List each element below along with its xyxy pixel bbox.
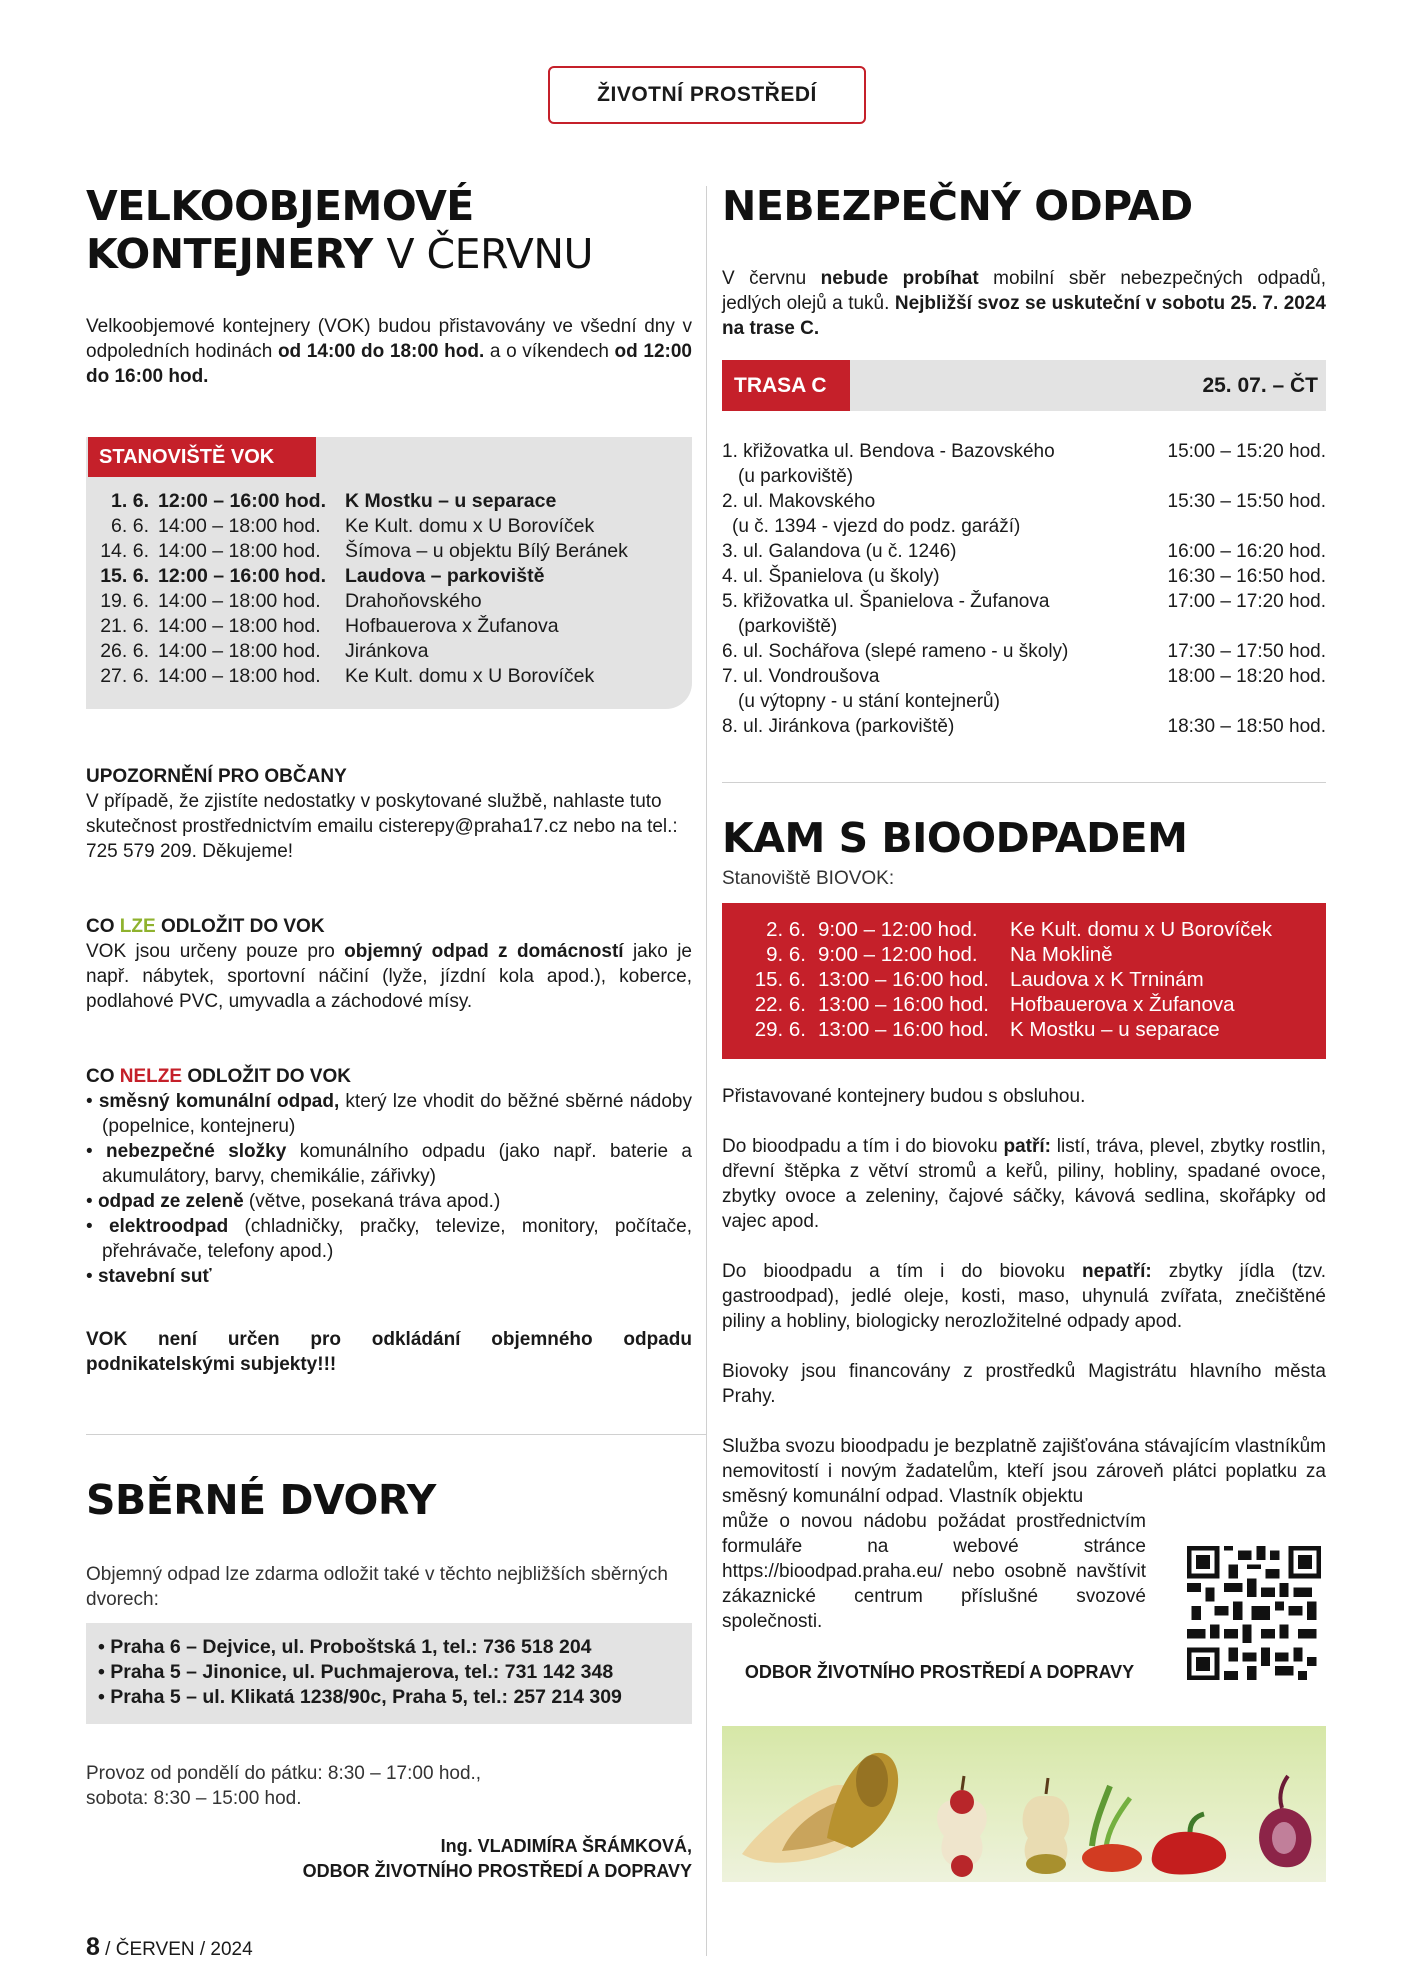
- vok-box-label: STANOVIŠTĚ VOK: [88, 437, 316, 477]
- vok-row: [96, 564, 628, 589]
- vok-title: [86, 182, 706, 278]
- stop-sub: (parkoviště): [738, 616, 838, 637]
- bio-subtitle: Stanoviště BIOVOK:: [722, 868, 895, 889]
- stop-time: 16:00 – 16:20 hod.: [1167, 541, 1326, 562]
- stop-time: 15:30 – 15:50 hod.: [1167, 491, 1326, 512]
- stop-sub: (u parkoviště): [738, 466, 854, 487]
- bio-signature: ODBOR ŽIVOTNÍHO PROSTŘEDÍ A DOPRAVY: [744, 1662, 1135, 1682]
- vok-row-time: 12:00 – 16:00 hod.: [158, 490, 326, 512]
- vok-row-place: Šímova – u objektu Bílý Beránek: [345, 540, 628, 562]
- vok-row-place: Drahoňovského: [345, 590, 482, 612]
- list-item: • směsný komunální odpad, který lze vhodit do běžné sběrné nádoby (popelnice, kontejneru): [86, 1091, 692, 1137]
- vok-row-time: 14:00 – 18:00 hod.: [158, 640, 321, 662]
- stop-time: 18:00 – 18:20 hod.: [1167, 666, 1326, 687]
- bio-row-time: 13:00 – 16:00 hod.: [818, 993, 989, 1016]
- vok-row-time: 14:00 – 18:00 hod.: [158, 540, 321, 562]
- vok-row-time: 14:00 – 18:00 hod.: [158, 515, 321, 537]
- bio-row-time: 13:00 – 16:00 hod.: [818, 968, 989, 991]
- vok-row: [96, 614, 628, 639]
- vok-row-date: 1. 6.: [111, 490, 149, 512]
- list-item: • Praha 6 – Dejvice, ul. Proboštská 1, tel.: 736 518 204: [98, 1636, 592, 1658]
- vok-row-date: 15. 6.: [100, 565, 149, 587]
- section-tag: ŽIVOTNÍ PROSTŘEDÍ: [548, 66, 866, 124]
- route-stops: [722, 439, 1326, 739]
- cannot-item-bold: stavební suť: [97, 1266, 212, 1287]
- vok-row: [96, 664, 628, 689]
- notice: [86, 764, 696, 864]
- list-item: [722, 664, 1326, 714]
- vok-row-date: 26. 6.: [100, 640, 149, 662]
- vok-row-time: 14:00 – 18:00 hod.: [158, 615, 321, 637]
- column-divider: [706, 186, 707, 1956]
- bio-schedule-list: [746, 917, 1272, 1042]
- vok-intro-bold-2: od 12:00 do 16:00 hod.: [86, 341, 692, 387]
- bio-p4: Biovoky jsou financovány z prostředků Magistrátu hlavního města Prahy.: [722, 1361, 1326, 1407]
- vok-row-date: 14. 6.: [100, 540, 149, 562]
- bio-p2-text-1: Do bioodpadu a tím i do biovoku: [722, 1136, 1004, 1157]
- food-waste-photo: [722, 1726, 1326, 1882]
- bio-p3: [722, 1259, 1326, 1334]
- route-label: TRASA C: [722, 360, 850, 411]
- sberne-hours-2: sobota: 8:30 – 15:00 hod.: [86, 1788, 302, 1809]
- cannot-item-bold: směsný komunální odpad,: [98, 1091, 340, 1112]
- vok-row-place: Ke Kult. domu x U Borovíček: [345, 515, 595, 537]
- bio-row-place: K Mostku – u separace: [1010, 1018, 1220, 1041]
- can-heading-word: LZE: [119, 916, 156, 937]
- stop-place: 5. křižovatka ul. Španielova - Žufanova: [722, 591, 1050, 612]
- list-item: [722, 489, 1326, 539]
- hazard-bold-2: Nejbližší svoz se uskuteční v sobotu 25. 7. 2024 na trase C.: [722, 293, 1326, 339]
- bio-row-date: 22. 6.: [754, 993, 806, 1016]
- vok-row: [96, 489, 628, 514]
- stop-time: 18:30 – 18:50 hod.: [1167, 716, 1326, 737]
- bio-p2-bold: patří:: [1003, 1136, 1051, 1157]
- vok-row: [96, 539, 628, 564]
- vegetable-scrap-icon: [1082, 1786, 1142, 1872]
- vok-row-date: 19. 6.: [100, 590, 149, 612]
- bio-p1: Přistavované kontejnery budou s obsluhou.: [722, 1086, 1086, 1107]
- cannot-item-rest: komunálního odpadu (jako např. baterie a akumulátory, barvy, chemikálie, zářivky): [102, 1141, 692, 1187]
- list-item: • nebezpečné složky komunálního odpadu (jako např. baterie a akumulátory, barvy, chemikálie, zářivky): [86, 1141, 692, 1187]
- list-item: [722, 639, 1326, 664]
- stop-time: 15:00 – 15:20 hod.: [1167, 441, 1326, 462]
- notice-text: V případě, že zjistíte nedostatky v poskytované službě, nahlaste tuto skutečnost prostřednictvím emailu cisterepy@praha17.cz nebo na tel.: 725 579 209. Děkujeme!: [86, 791, 678, 862]
- vok-intro-bold-1: od 14:00 do 18:00 hod.: [277, 341, 485, 362]
- list-item: [722, 539, 1326, 564]
- stop-sub: (u výtopny - u stání kontejnerů): [738, 691, 1000, 712]
- bio-p3-text-1: Do bioodpadu a tím i do biovoku: [722, 1261, 1083, 1282]
- bio-row: [746, 942, 1272, 967]
- list-item: [722, 439, 1326, 489]
- can-text: [86, 939, 692, 1014]
- vok-row-place: Ke Kult. domu x U Borovíček: [345, 665, 595, 687]
- cannot-item-bold: elektroodpad: [108, 1216, 229, 1237]
- cannot-warning: VOK není určen pro odkládání objemného odpadu podnikatelskými subjekty!!!: [86, 1329, 692, 1375]
- divider-sberne: [86, 1434, 706, 1435]
- vok-row: [96, 589, 628, 614]
- vok-row-date: 21. 6.: [100, 615, 149, 637]
- list-item: • Praha 5 – Jinonice, ul. Puchmajerova, tel.: 731 142 348: [98, 1661, 614, 1683]
- can-text-1: VOK jsou určeny pouze pro: [86, 941, 345, 962]
- hazard-bold-1: nebude probíhat: [820, 268, 979, 289]
- pear-core-icon: [1023, 1778, 1070, 1874]
- notice-heading: UPOZORNĚNÍ PRO OBČANY: [86, 766, 347, 787]
- signature-name: Ing. VLADIMÍRA ŠRÁMKOVÁ,: [440, 1836, 692, 1856]
- vok-title-line2: [86, 230, 706, 278]
- stop-time: 17:00 – 17:20 hod.: [1167, 591, 1326, 612]
- cannot-item-bold: odpad ze zeleně: [97, 1191, 244, 1212]
- sberne-box: [86, 1623, 692, 1724]
- vok-title-bold: KONTEJNERY: [86, 230, 373, 278]
- vok-title-line1: VELKOOBJEMOVÉ: [86, 182, 474, 230]
- list-item: • Praha 5 – ul. Klikatá 1238/90c, Praha 5, tel.: 257 214 309: [98, 1686, 622, 1708]
- vok-row: [96, 514, 628, 539]
- vok-row-place: Hofbauerova x Žufanova: [345, 615, 559, 637]
- cannot-item-bold: nebezpečné složky: [106, 1141, 287, 1162]
- stop-place: 8. ul. Jiránkova (parkoviště): [722, 716, 955, 737]
- bio-schedule-box: [722, 903, 1326, 1059]
- stop-sub: (u č. 1394 - vjezd do podz. garáží): [732, 516, 1021, 537]
- stop-time: 16:30 – 16:50 hod.: [1167, 566, 1326, 587]
- bio-row-place: Laudova x K Trninám: [1010, 968, 1204, 991]
- bio-row: [746, 1017, 1272, 1042]
- hazard-intro: [722, 266, 1326, 341]
- hazard-title: NEBEZPEČNÝ ODPAD: [722, 182, 1193, 230]
- vok-row-time: 14:00 – 18:00 hod.: [158, 590, 321, 612]
- cannot-item-rest: (větve, posekaná tráva apod.): [243, 1191, 501, 1212]
- vok-row-date: 6. 6.: [111, 515, 149, 537]
- cannot-heading-post: ODLOŽIT DO VOK: [182, 1066, 351, 1087]
- list-item: [722, 564, 1326, 589]
- vok-schedule-list: [96, 489, 628, 689]
- vok-row-place: K Mostku – u separace: [345, 490, 557, 512]
- sberne-intro: Objemný odpad lze zdarma odložit také v těchto nejbližších sběrných dvorech:: [86, 1564, 668, 1610]
- bio-p5a: Služba svozu bioodpadu je bezplatně zajišťována stávajícím vlastníkům nemovitostí i novým žadatelům, kteří jsou zároveň plátci poplatku za směsný komunální odpad. Vlastník objektu: [722, 1436, 1326, 1507]
- bio-row-date: 9. 6.: [766, 943, 806, 966]
- list-item: • elektroodpad (chladničky, pračky, televize, monitory, počítače, přehrávače, telefony apod.): [86, 1216, 692, 1262]
- page-number: 8: [86, 1933, 100, 1961]
- bio-row: [746, 992, 1272, 1017]
- cannot-heading: [86, 1064, 692, 1089]
- vok-intro: [86, 314, 692, 389]
- footer-issue: / ČERVEN / 2024: [99, 1939, 253, 1960]
- stop-place: 3. ul. Galandova (u č. 1246): [722, 541, 957, 562]
- sberne-hours-1: Provoz od pondělí do pátku: 8:30 – 17:00 hod.,: [86, 1763, 482, 1784]
- can-text-2: jako je např. nábytek, sportovní náčiní (lyže, jízdní kola apod.), koberce, podlahové PVC, umyvadla a záchodové mísy.: [86, 941, 692, 1012]
- cannot-item-rest: který lze vhodit do běžné sběrné nádoby (popelnice, kontejneru): [102, 1091, 692, 1137]
- list-item: [722, 714, 1326, 739]
- vok-row-place: Laudova – parkoviště: [345, 565, 545, 587]
- bio-title: KAM S BIOODPADEM: [722, 814, 1188, 862]
- bio-row: [746, 967, 1272, 992]
- hazard-text-2: mobilní sběr nebezpečných odpadů, jedlých olejů a tuků.: [722, 268, 1327, 314]
- vok-row-place: Jiránkova: [345, 640, 429, 662]
- sberne-list: [98, 1635, 622, 1710]
- vok-row-time: 14:00 – 18:00 hod.: [158, 665, 321, 687]
- sberne-title: SBĚRNÉ DVORY: [86, 1476, 436, 1524]
- stop-place: 6. ul. Sochářova (slepé rameno - u školy): [722, 641, 1069, 662]
- vok-intro-text-1: Velkoobjemové kontejnery (VOK) budou přistavovány ve všední dny v odpoledních hodinách: [86, 316, 692, 362]
- bio-p2: [722, 1134, 1326, 1234]
- cannot-heading-pre: CO: [86, 1066, 120, 1087]
- bio-row-date: 2. 6.: [766, 918, 806, 941]
- signature-dept: ODBOR ŽIVOTNÍHO PROSTŘEDÍ A DOPRAVY: [302, 1861, 692, 1881]
- cannot-list: [86, 1089, 692, 1289]
- can-heading: [86, 914, 692, 939]
- qr-code-icon[interactable]: [1187, 1546, 1321, 1680]
- bio-row-time: 13:00 – 16:00 hod.: [818, 1018, 989, 1041]
- stop-time: 17:30 – 17:50 hod.: [1167, 641, 1326, 662]
- divider-bio: [722, 782, 1326, 783]
- route-date: 25. 07. – ČT: [1202, 374, 1318, 397]
- pepper-icon: [1152, 1814, 1226, 1874]
- list-item: • stavební suť: [86, 1266, 212, 1287]
- list-item: • odpad ze zeleně (větve, posekaná tráva apod.): [86, 1191, 501, 1212]
- bio-row-date: 29. 6.: [754, 1018, 806, 1041]
- can-heading-pre: CO: [86, 916, 120, 937]
- vok-row-date: 27. 6.: [100, 665, 149, 687]
- bio-row: [746, 917, 1272, 942]
- bio-row-date: 15. 6.: [754, 968, 806, 991]
- bio-p3-text-2: zbytky jídla (tzv. gastroodpad), jedlé oleje, kosti, maso, uhynulá zvířata, znečištěné piliny a hobliny, biologicky nerozložitelné odpady apod.: [722, 1261, 1326, 1332]
- bio-p3-bold: nepatří:: [1082, 1261, 1152, 1282]
- bio-row-place: Ke Kult. domu x U Borovíček: [1010, 918, 1273, 941]
- bio-p2-text-2: listí, tráva, plevel, zbytky rostlin, dřevní štěpka z větví stromů a keřů, piliny, hobliny, spadané ovoce, zbytky ovoce a zeleniny, čajové sáčky, kávová sedlina, skořápky od vajec apod.: [722, 1136, 1327, 1232]
- cannot-item-rest: (chladničky, pračky, televize, monitory, počítače, přehrávače, telefony apod.): [102, 1216, 692, 1262]
- bio-row-time: 9:00 – 12:00 hod.: [818, 943, 978, 966]
- banana-peel-icon: [742, 1753, 898, 1863]
- vok-title-light: V ČERVNU: [386, 230, 594, 278]
- stop-place: 1. křižovatka ul. Bendova - Bazovského: [722, 441, 1055, 462]
- bio-row-place: Hofbauerova x Žufanova: [1010, 993, 1235, 1016]
- stop-place: 2. ul. Makovského: [722, 491, 876, 512]
- vok-row: [96, 639, 628, 664]
- list-item: [722, 589, 1326, 639]
- bio-row-place: Na Moklině: [1010, 943, 1113, 966]
- route-bar: [722, 360, 1326, 411]
- bio-row-time: 9:00 – 12:00 hod.: [818, 918, 978, 941]
- stop-place: 4. ul. Španielova (u školy): [722, 566, 940, 587]
- apple-core-icon: [937, 1776, 987, 1877]
- hazard-text-1: V červnu: [722, 268, 821, 289]
- cannot-heading-word: NELZE: [119, 1066, 183, 1087]
- cannot-section: [86, 1064, 692, 1377]
- sberne-signature: [86, 1834, 692, 1884]
- onion-icon: [1259, 1776, 1311, 1867]
- can-heading-post: ODLOŽIT DO VOK: [155, 916, 325, 937]
- sberne-hours: [86, 1761, 706, 1811]
- page-footer: [86, 1933, 253, 1964]
- can-text-bold: objemný odpad z domácností: [344, 941, 624, 962]
- vok-schedule-box: [86, 437, 692, 709]
- vok-row-time: 12:00 – 16:00 hod.: [158, 565, 326, 587]
- vok-intro-text-2: a o víkendech: [484, 341, 615, 362]
- stop-place: 7. ul. Vondroušova: [722, 666, 880, 687]
- can-section: [86, 914, 692, 1014]
- bio-p5b: může o novou nádobu požádat prostřednictvím formuláře na webové stránce https://bioodpad.praha.eu/ nebo osobně navštívit zákaznické centrum příslušné svozové společnosti.: [722, 1511, 1146, 1632]
